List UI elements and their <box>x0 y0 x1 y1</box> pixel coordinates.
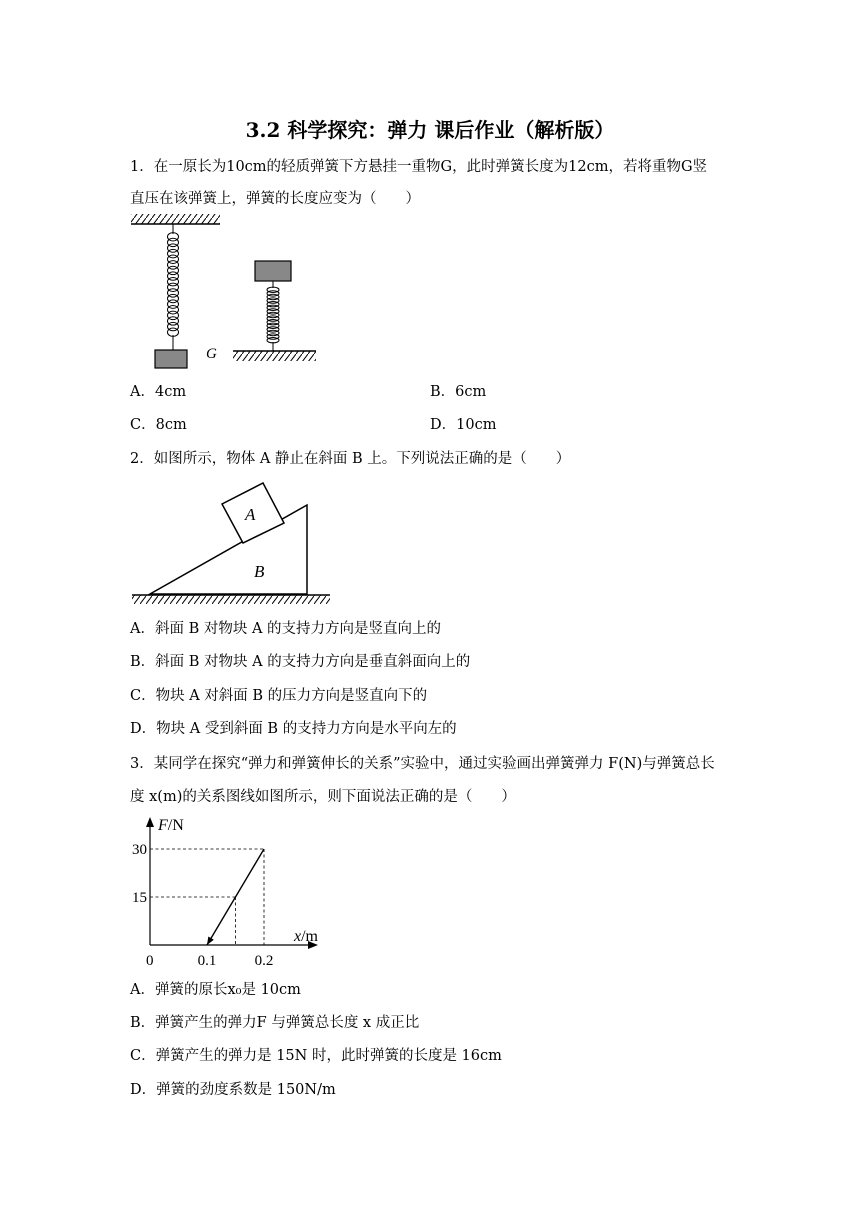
x-tick-label: 0.2 <box>254 953 274 969</box>
y-axis-label-var: F <box>158 817 168 834</box>
q1-stem-line2: 直压在该弹簧上，弹簧的长度应变为（ ） <box>130 191 420 207</box>
block-a-label: A <box>245 505 256 524</box>
q2-option-c: C．物块 A 对斜面 B 的压力方向是竖直向下的 <box>130 688 428 704</box>
y-axis-arrow <box>146 817 154 827</box>
ground-hatch <box>132 595 330 604</box>
incline-b-label: B <box>254 562 265 581</box>
x-axis-label <box>293 928 319 945</box>
ceiling-hatch <box>131 214 220 224</box>
incline-b <box>150 505 307 594</box>
q3-option-c: C．弹簧产生的弹力是 15N 时，此时弹簧的长度是 16cm <box>130 1048 502 1064</box>
q2-option-a: A．斜面 B 对物块 A 的支持力方向是竖直向上的 <box>130 621 442 637</box>
x-axis-label-var: x <box>294 928 302 945</box>
chart-plot-area <box>132 842 273 969</box>
q1-stem-line1: 1．在一原长为10cm的轻质弹簧下方悬挂一重物G，此时弹簧长度为12cm，若将重物G竖 <box>130 159 708 175</box>
q3-option-a: A．弹簧的原长x₀是 10cm <box>130 982 301 998</box>
q1-option-d: D．10cm <box>430 417 497 433</box>
q2-option-b: B．斜面 B 对物块 A 的支持力方向是垂直斜面向上的 <box>130 654 471 670</box>
y-tick-label: 30 <box>132 842 147 858</box>
y-axis-label-unit: /N <box>167 817 184 834</box>
x-axis-label-unit: /m <box>301 928 318 945</box>
series-line-arrowhead <box>207 936 214 945</box>
x-tick-label: 0.1 <box>197 953 217 969</box>
hanging-weight <box>155 350 187 368</box>
q1-option-a: A．4cm <box>130 384 187 400</box>
compressed-spring <box>267 287 279 343</box>
q3-stem-line1: 3．某同学在探究“弹力和弹簧伸长的关系”实验中，通过实验画出弹簧弹力 F(N)与弹簧总长 <box>130 756 715 772</box>
origin-label: 0 <box>146 953 154 969</box>
q2-incline-figure <box>128 476 334 606</box>
q3-force-length-chart <box>124 812 334 972</box>
pressed-weight <box>255 261 291 281</box>
weight-label: G <box>206 346 217 362</box>
y-axis-label <box>157 817 184 834</box>
y-tick-label: 15 <box>132 890 147 906</box>
floor-hatch <box>233 351 316 361</box>
q3-option-d: D．弹簧的劲度系数是 150N/m <box>130 1082 336 1098</box>
q3-option-b: B．弹簧产生的弹力F 与弹簧总长度 x 成正比 <box>130 1015 420 1031</box>
q1-option-c: C．8cm <box>130 417 187 433</box>
hanging-spring <box>168 233 179 337</box>
q1-spring-figure <box>128 210 328 375</box>
document-title: 3.2 科学探究：弹力 课后作业（解析版） <box>245 118 615 142</box>
q3-stem-line2: 度 x(m)的关系图线如图所示，则下面说法正确的是（ ） <box>130 789 516 805</box>
q1-option-b: B．6cm <box>430 384 487 400</box>
q2-option-d: D．物块 A 受到斜面 B 的支持力方向是水平向左的 <box>130 721 457 737</box>
q2-stem-line1: 2．如图所示，物体 A 静止在斜面 B 上。下列说法正确的是（ ） <box>130 451 571 467</box>
